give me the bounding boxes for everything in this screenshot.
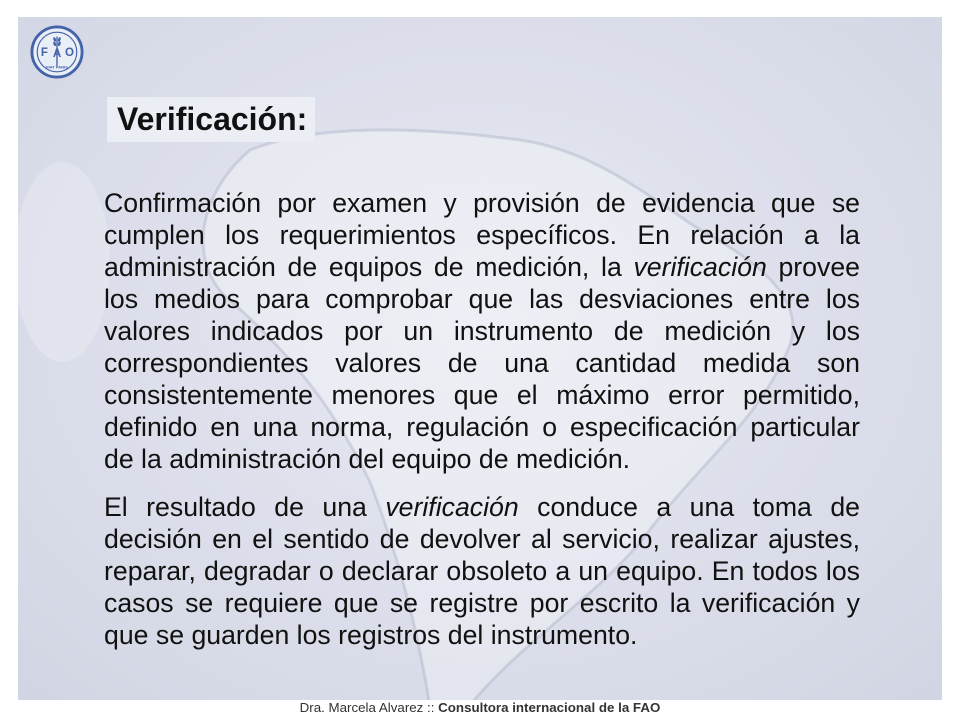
paragraph-line: correspondientes valores de una cantidad medida son (104, 348, 860, 378)
paragraph-line: decisión en el sentido de devolver al servicio, realizar ajustes, (104, 524, 860, 554)
body-text (104, 187, 860, 651)
paragraph-line: que se guarden los registros del instrumento. (104, 620, 638, 650)
paragraph-line: valores indicados por un instrumento de medición y los (104, 316, 860, 346)
line-text: El resultado de una (104, 492, 386, 522)
logo-letter-a: A (52, 47, 62, 60)
map-highlight (18, 162, 110, 362)
paragraph-line: reparar, degradar o declarar obsoleto a un equipo. En todos los (104, 556, 860, 586)
paragraph-line: de la administración del equipo de medición. (104, 444, 631, 474)
paragraph-line: casos se requiere que se registre por escrito la verificación y (104, 588, 860, 618)
logo-motto: FIAT PANIS (46, 64, 68, 70)
paragraph-line (104, 251, 860, 283)
footer-role: Consultora internacional de la FAO (438, 700, 661, 715)
paragraph-line: los medios para comprobar que las desviaciones entre los (104, 284, 860, 314)
fao-emblem-icon (30, 25, 84, 79)
logo-letter-f: F (40, 46, 49, 59)
footer-author: Dra. Marcela Alvarez :: (299, 700, 435, 715)
paragraph-line: definido en una norma, regulación o especificación particular (104, 412, 860, 442)
paragraph-2 (104, 491, 860, 651)
paragraph-line: consistentemente menores que el máximo error permitido, (104, 380, 860, 410)
paragraph-1 (104, 187, 860, 475)
paragraph-line (104, 491, 860, 523)
verificacion-term: verificación (633, 252, 767, 282)
line-text: provee (766, 252, 860, 282)
line-text: conduce a una toma de (518, 492, 860, 522)
paragraph-line: cumplen los requerimientos específicos. En relación a la (104, 220, 860, 250)
logo-letter-o: O (65, 46, 75, 59)
verificacion-term: verificación (385, 492, 519, 522)
slide-footer (0, 700, 960, 716)
slide-title: Verificación: (107, 97, 315, 142)
line-text: administración de equipos de medición, la (104, 252, 634, 282)
paragraph-line: Confirmación por examen y provisión de evidencia que se (104, 188, 860, 218)
